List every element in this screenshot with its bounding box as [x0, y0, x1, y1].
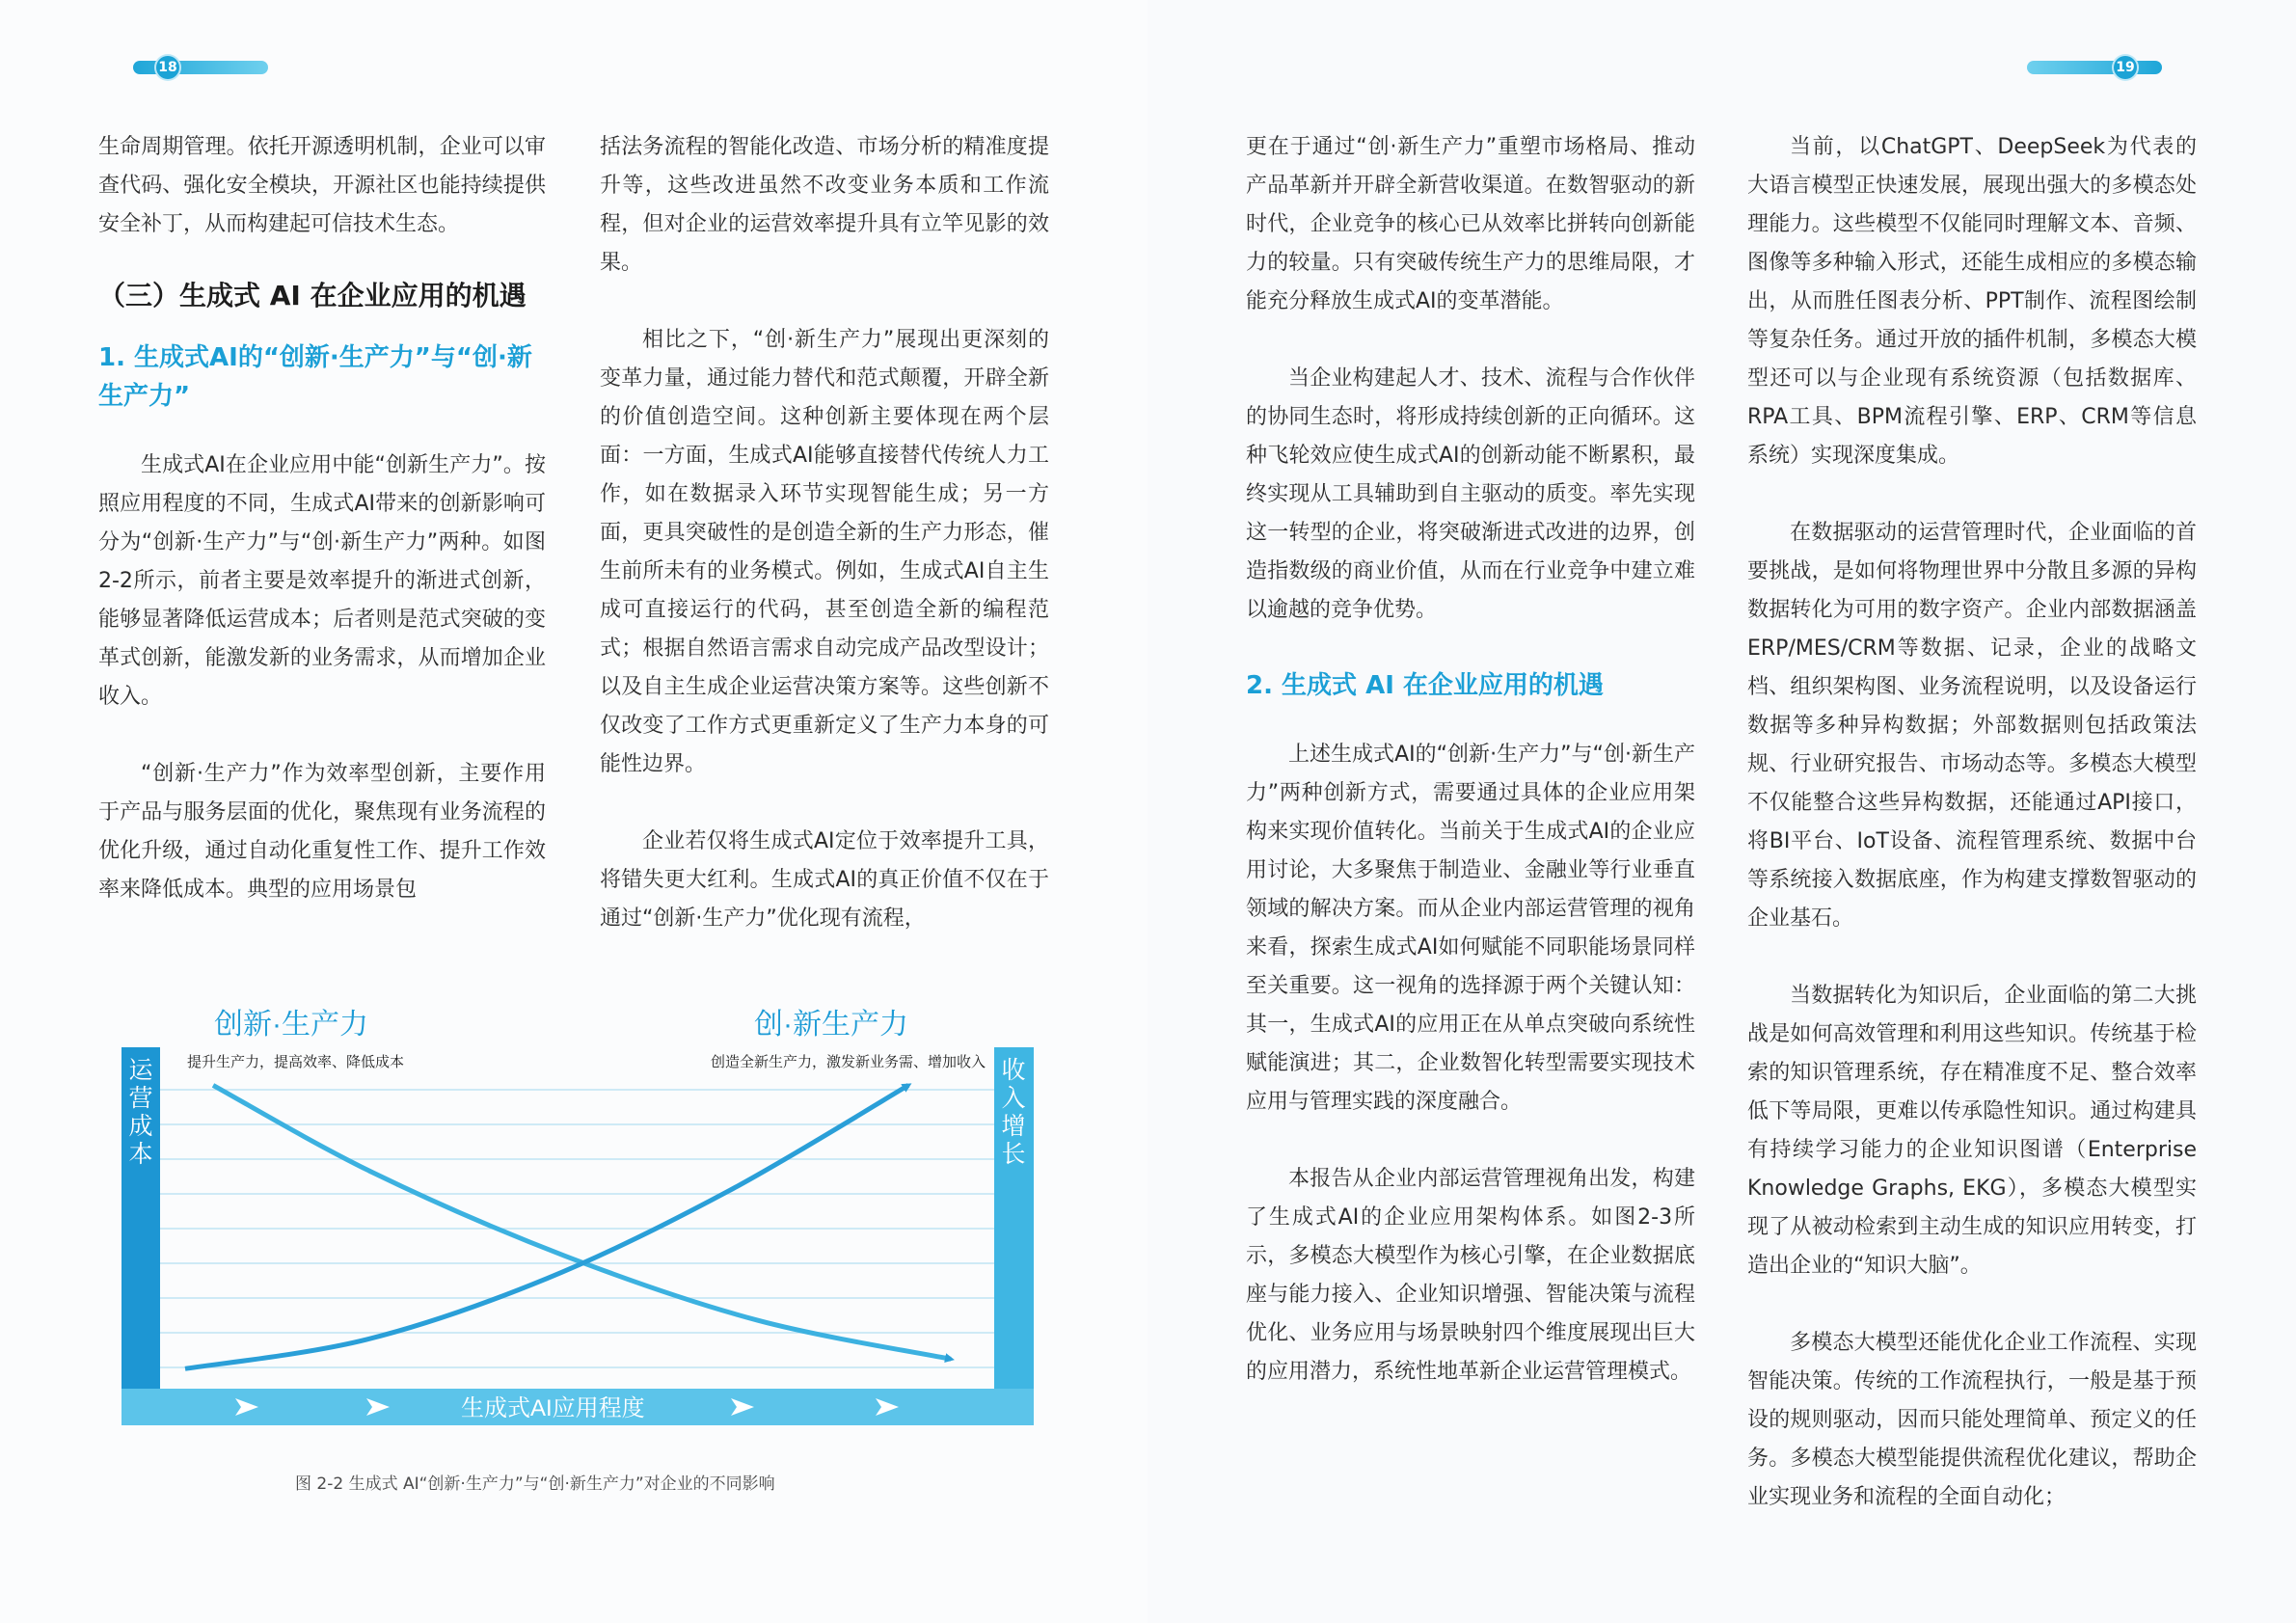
- axis-label-char: 营: [128, 1085, 153, 1112]
- page-number-bar: [133, 61, 268, 74]
- column-4: [1747, 128, 2197, 1555]
- subsection-title: 1. 生成式AI的“创新·生产力”与“创·新生产力”: [98, 343, 532, 411]
- right-subtitle: 创造全新生产力，激发新业务需、增加收入: [710, 1054, 986, 1070]
- paragraph: 括法务流程的智能化改造、市场分析的精准度提升等，这些改进虽然不改变业务本质和工作流程，但对企业的运营效率提升具有立竿见影的效果。: [600, 135, 1049, 275]
- axis-label-char: 长: [1001, 1141, 1026, 1168]
- subsection-title: 2. 生成式 AI 在企业应用的机遇: [1246, 671, 1604, 700]
- page-number: 19: [2114, 56, 2137, 79]
- paragraph: 当前，以ChatGPT、DeepSeek为代表的大语言模型正快速发展，展现出强大的多模态处理能力。这些模型不仅能同时理解文本、音频、图像等多种输入形式，还能生成相应的多模态输出，从而胜任图表分析、PPT制作、流程图绘制等复杂任务。通过开放的插件机制，多模态大模型还可以与企业现有系统资源（包括数据库、RPA工具、BPM流程引擎、ERP、CRM等信息系统）实现深度集成。: [1747, 135, 2197, 468]
- paragraph: 更在于通过“创·新生产力”重塑市场格局、推动产品革新并开辟全新营收渠道。在数智驱动的新时代，企业竞争的核心已从效率比拼转向创新能力的较量。只有突破传统生产力的思维局限，才能充分释放生成式AI的变革潜能。: [1246, 135, 1695, 313]
- axis-label-char: 增: [1001, 1113, 1026, 1140]
- chart-grid: [160, 1090, 994, 1367]
- paragraph: 企业若仅将生成式AI定位于效率提升工具，将错失更大红利。生成式AI的真正价值不仅在于通过“创新·生产力”优化现有流程，: [600, 829, 1049, 931]
- axis-label-char: 本: [128, 1141, 153, 1168]
- axis-label-char: 运: [128, 1057, 153, 1084]
- page-number-badge: [2027, 56, 2162, 79]
- x-axis-label: 生成式AI应用程度: [461, 1395, 645, 1421]
- paragraph: 在数据驱动的运营管理时代，企业面临的首要挑战，是如何将物理世界中分散且多源的异构数据转化为可用的数字资产。企业内部数据涵盖ERP/MES/CRM等数据、记录，企业的战略文档、组织架构图、业务流程说明，以及设备运行数据等多种异构数据；外部数据则包括政策法规、行业研究报告、市场动态等。多模态大模型不仅能整合这些异构数据，还能通过API接口，将BI平台、IoT设备、流程管理系统、数据中台等系统接入数据底座，作为构建支撑数智驱动的企业基石。: [1747, 521, 2197, 931]
- column-2: [600, 128, 1049, 977]
- axis-label-char: 收: [1001, 1057, 1026, 1084]
- figure-2-2: [122, 1003, 1034, 1427]
- paragraph: 多模态大模型还能优化企业工作流程、实现智能决策。传统的工作流程执行，一般是基于预设的规则驱动，因而只能处理简单、预定义的任务。多模态大模型能提供流程优化建议，帮助企业实现业务和流程的全面自动化；: [1747, 1331, 2197, 1509]
- paragraph: 当数据转化为知识后，企业面临的第二大挑战是如何高效管理和利用这些知识。传统基于检索的知识管理系统，存在精准度不足、整合效率低下等局限，更难以传承隐性知识。通过构建具有持续学习能力的企业知识图谱（Enterprise Knowledge Graphs, EKG），多模态大模型实现了从被动检索到主动生成的知识应用转变，打造出企业的“知识大脑”。: [1747, 984, 2197, 1278]
- axis-label-char: 入: [1001, 1085, 1026, 1112]
- paragraph: 本报告从企业内部运营管理视角出发，构建了生成式AI的企业应用架构体系。如图2-3所示，多模态大模型作为核心引擎，在企业数据底座与能力接入、企业知识增强、智能决策与流程优化、业务应用与场景映射四个维度展现出巨大的应用潜力，系统性地革新企业运营管理模式。: [1246, 1167, 1695, 1384]
- left-title: 创新·生产力: [214, 1009, 368, 1041]
- paragraph: 生命周期管理。依托开源透明机制，企业可以审查代码、强化安全模块，开源社区也能持续提供安全补丁，从而构建起可信技术生态。: [98, 135, 546, 236]
- axis-label-char: 成: [128, 1113, 153, 1140]
- paragraph: “创新·生产力”作为效率型创新，主要作用于产品与服务层面的优化，聚焦现有业务流程的优化升级，通过自动化重复性工作、提升工作效率来降低成本。典型的应用场景包: [98, 762, 546, 902]
- right-axis-label: [1001, 1057, 1025, 1168]
- right-title: 创·新生产力: [754, 1009, 908, 1041]
- left-axis-label: [128, 1057, 153, 1168]
- column-1: [98, 128, 546, 948]
- section-title: （三）生成式 AI 在企业应用的机遇: [98, 280, 527, 311]
- paragraph: 相比之下，“创·新生产力”展现出更深刻的变革力量，通过能力替代和范式颠覆，开辟全新的价值创造空间。这种创新主要体现在两个层面：一方面，生成式AI能够直接替代传统人力工作，如在数据录入环节实现智能生成；另一方面，更具突破性的是创造全新的生产力形态，催生前所未有的业务模式。例如，生成式AI自主生成可直接运行的代码，甚至创造全新的编程范式；根据自然语言需求自动完成产品改型设计；以及自主生成企业运营决策方案等。这些创新不仅改变了工作方式更重新定义了生产力本身的可能性边界。: [600, 328, 1049, 776]
- left-subtitle: 提升生产力，提高效率、降低成本: [187, 1054, 405, 1070]
- column-3: [1246, 128, 1695, 1430]
- figure-caption: 图 2-2 生成式 AI“创新·生产力”与“创·新生产力”对企业的不同影响: [295, 1474, 775, 1494]
- page-number-bar: [2027, 61, 2162, 74]
- page-number: 18: [156, 56, 179, 79]
- revenue-curve: [185, 1085, 908, 1368]
- paragraph: 当企业构建起人才、技术、流程与合作伙伴的协同生态时，将形成持续创新的正向循环。这种飞轮效应使生成式AI的创新动能不断累积，最终实现从工具辅助到自主驱动的质变。率先实现这一转型的企业，将突破渐进式改进的边界，创造指数级的商业价值，从而在行业竞争中建立难以逾越的竞争优势。: [1246, 366, 1695, 622]
- page-number-badge: [133, 56, 268, 79]
- chart-svg: [122, 1003, 1034, 1427]
- right-page: [1148, 0, 2296, 1623]
- paragraph: 生成式AI在企业应用中能“创新生产力”。按照应用程度的不同，生成式AI带来的创新影响可分为“创新·生产力”与“创·新生产力”两种。如图2-2所示，前者主要是效率提升的渐进式创新，能够显著降低运营成本；后者则是范式突破的变革式创新，能激发新的业务需求，从而增加企业收入。: [98, 453, 546, 709]
- paragraph: 上述生成式AI的“创新·生产力”与“创·新生产力”两种创新方式，需要通过具体的企业应用架构来实现价值转化。当前关于生成式AI的企业应用讨论，大多聚焦于制造业、金融业等行业垂直领域的解决方案。而从企业内部运营管理的视角来看，探索生成式AI如何赋能不同职能场景同样至关重要。这一视角的选择源于两个关键认知：其一，生成式AI的应用正在从单点突破向系统性赋能演进；其二，企业数智化转型需要实现技术应用与管理实践的深度融合。: [1246, 743, 1695, 1114]
